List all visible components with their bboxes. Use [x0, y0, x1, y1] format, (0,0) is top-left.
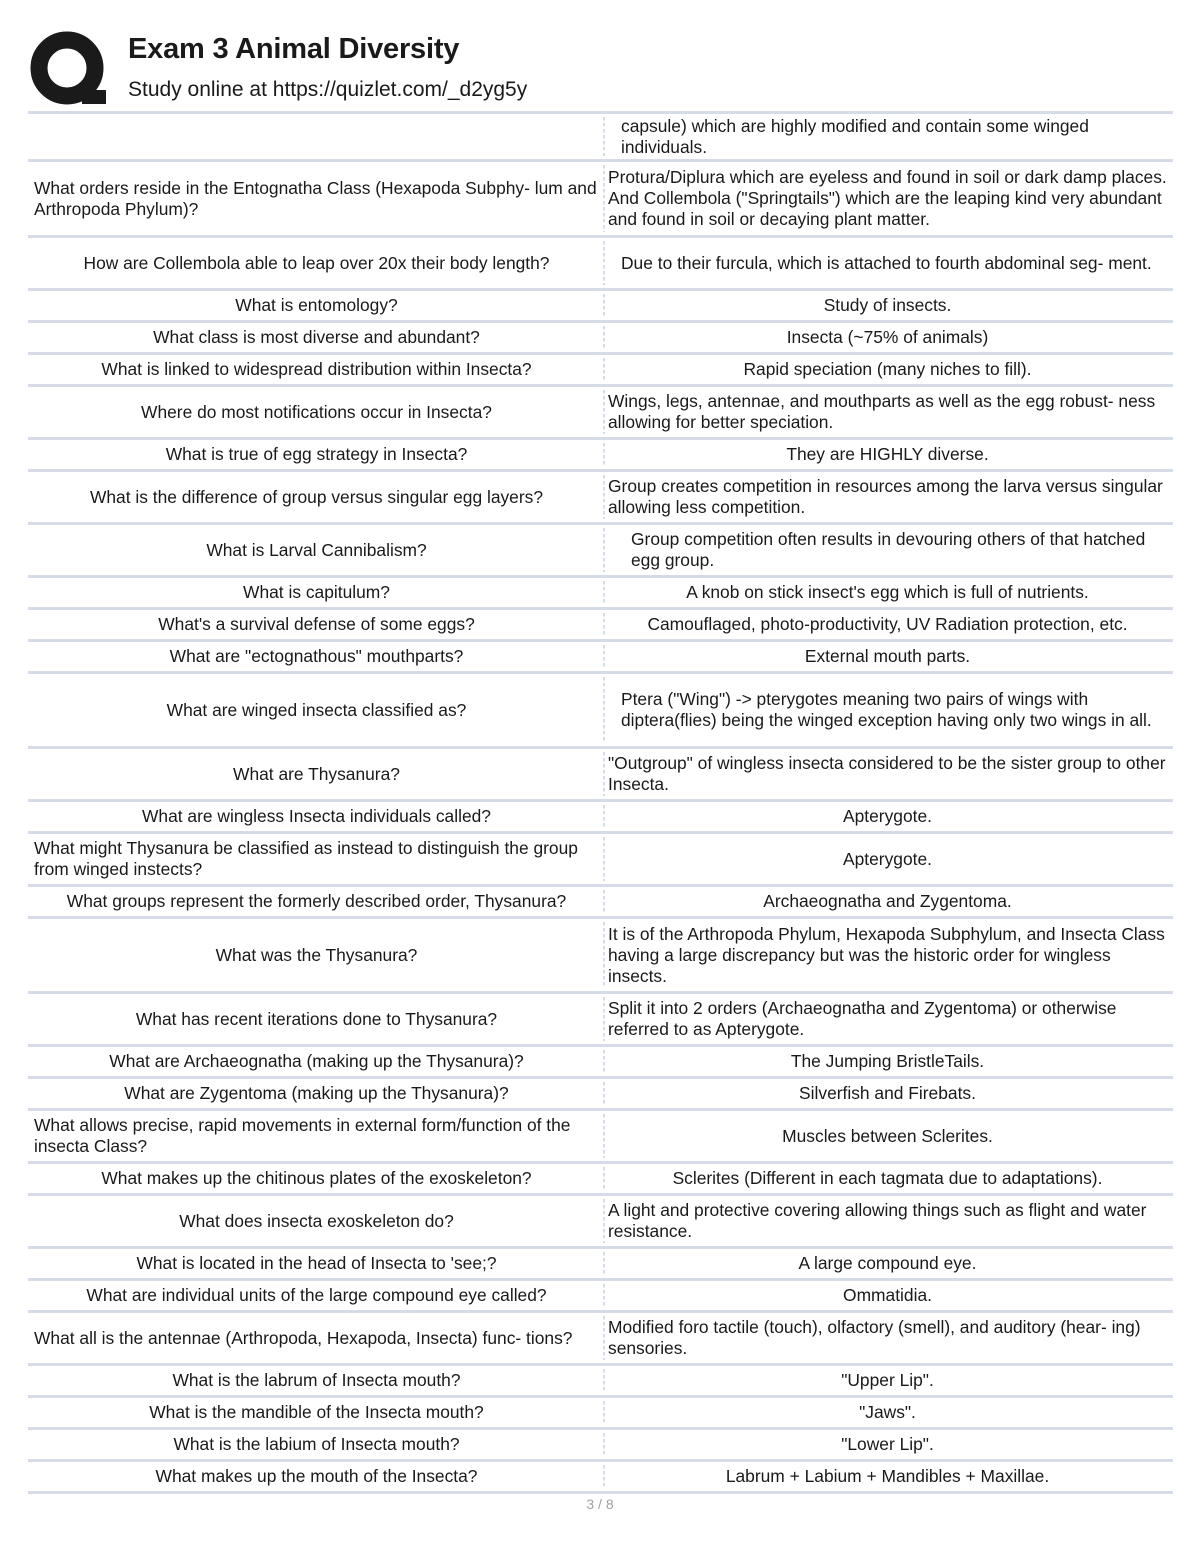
card-definition: Modified foro tactile (touch), olfactory (smell), and auditory (hear- ing) sensories. — [608, 1317, 1141, 1358]
card-definition: Rapid speciation (many niches to fill). — [743, 359, 1032, 379]
card-definition: It is of the Arthropoda Phylum, Hexapoda Subphylum, and Insecta Class having a large discrepancy but was the historic order for wingless insects. — [608, 923, 1165, 986]
page-number: 3 / 8 — [586, 1496, 614, 1512]
card-row — [28, 320, 1173, 352]
card-row — [28, 1108, 1173, 1161]
card-term: What class is most diverse and abundant? — [153, 327, 480, 347]
card-row — [28, 1427, 1173, 1459]
card-row — [28, 1459, 1173, 1494]
card-row — [28, 607, 1173, 639]
card-term: What all is the antennae (Arthropoda, Hexapoda, Insecta) func- tions? — [34, 1327, 573, 1348]
card-definition: Archaeognatha and Zygentoma. — [763, 891, 1012, 911]
card-term: What is capitulum? — [243, 582, 390, 602]
card-row — [28, 639, 1173, 671]
card-row — [28, 991, 1173, 1044]
card-term: How are Collembola able to leap over 20x their body length? — [83, 252, 550, 273]
card-term: What does insecta exoskeleton do? — [179, 1210, 454, 1231]
card-definition: Camouflaged, photo-productivity, UV Radiation protection, etc. — [647, 614, 1128, 634]
card-term: What's a survival defense of some eggs? — [158, 614, 475, 634]
card-row — [28, 916, 1173, 991]
card-definition: Group creates competition in resources among the larva versus singular allowing less competition. — [608, 476, 1163, 517]
card-term: What makes up the mouth of the Insecta? — [155, 1466, 478, 1486]
card-row — [28, 159, 1173, 235]
card-definition: Group competition often results in devouring others of that hatched egg group. — [631, 529, 1146, 570]
card-term: What is the labium of Insecta mouth? — [173, 1434, 460, 1454]
card-definition: A knob on stick insect's egg which is full of nutrients. — [686, 582, 1089, 602]
card-term: What is entomology? — [235, 295, 398, 315]
study-link-text: Study online at https://quizlet.com/_d2yg5y — [128, 78, 528, 101]
card-term: Where do most notifications occur in Insecta? — [141, 401, 492, 422]
card-definition: "Jaws". — [859, 1402, 916, 1422]
card-row — [28, 1310, 1173, 1363]
card-term — [28, 114, 603, 159]
card-term: What are "ectognathous" mouthparts? — [169, 646, 464, 666]
card-term: What is linked to widespread distribution within Insecta? — [101, 359, 532, 379]
card-definition: Insecta (~75% of animals) — [786, 327, 989, 347]
page-title: Exam 3 Animal Diversity — [128, 33, 460, 65]
card-row — [28, 746, 1173, 799]
card-term: What is located in the head of Insecta to 'see;? — [136, 1253, 497, 1273]
card-row — [28, 1363, 1173, 1395]
card-term: What orders reside in the Entognatha Class (Hexapoda Subphy- lum and Arthropoda Phylum)? — [34, 177, 597, 219]
card-term: What is true of egg strategy in Insecta? — [165, 444, 468, 464]
card-term: What allows precise, rapid movements in external form/function of the insecta Class? — [34, 1115, 571, 1156]
card-row — [28, 522, 1173, 575]
card-term: What is the mandible of the Insecta mouth? — [149, 1402, 484, 1422]
card-definition: Ptera ("Wing") -> pterygotes meaning two pairs of wings with diptera(flies) being the winged exception having only two wings in all. — [621, 689, 1152, 730]
card-row — [28, 1044, 1173, 1076]
card-term: What might Thysanura be classified as instead to distinguish the group from winged instects? — [34, 838, 578, 879]
card-definition: They are HIGHLY diverse. — [786, 444, 989, 464]
page-header — [30, 28, 1170, 110]
card-definition: Study of insects. — [823, 295, 952, 315]
card-term: What groups represent the formerly described order, Thysanura? — [66, 891, 567, 911]
card-definition: A light and protective covering allowing things such as flight and water resistance. — [608, 1200, 1147, 1241]
card-definition: Ommatidia. — [843, 1285, 932, 1305]
card-definition: Muscles between Sclerites. — [782, 1125, 993, 1146]
card-definition: Apterygote. — [843, 806, 932, 826]
card-row — [28, 1246, 1173, 1278]
card-definition: External mouth parts. — [804, 646, 971, 666]
card-definition: The Jumping BristleTails. — [790, 1051, 985, 1071]
card-row — [28, 111, 1173, 159]
card-term: What is Larval Cannibalism? — [206, 539, 427, 560]
card-row — [28, 235, 1173, 288]
card-term: What are Thysanura? — [233, 763, 400, 784]
card-row — [28, 671, 1173, 746]
card-row — [28, 799, 1173, 831]
card-definition: "Upper Lip". — [841, 1370, 934, 1390]
card-definition: A large compound eye. — [798, 1253, 977, 1273]
card-row — [28, 352, 1173, 384]
card-term: What are wingless Insecta individuals called? — [142, 806, 491, 826]
card-definition: Protura/Diplura which are eyeless and found in soil or dark damp places. And Collembola ("Springtails") which are the leaping kind very abundant and found in soil or decaying plant matter. — [608, 167, 1167, 229]
card-row — [28, 1193, 1173, 1246]
card-row — [28, 288, 1173, 320]
card-definition: capsule) which are highly modified and contain some winged individuals. — [621, 115, 1089, 157]
card-row — [28, 1278, 1173, 1310]
card-term: What are individual units of the large compound eye called? — [86, 1285, 547, 1305]
card-definition: Split it into 2 orders (Archaeognatha and Zygentoma) or otherwise referred to as Apterygote. — [608, 998, 1117, 1039]
card-row — [28, 469, 1173, 522]
card-row — [28, 1395, 1173, 1427]
card-row — [28, 1076, 1173, 1108]
card-row — [28, 437, 1173, 469]
card-row — [28, 1161, 1173, 1193]
card-term: What makes up the chitinous plates of the exoskeleton? — [101, 1168, 532, 1188]
card-row — [28, 384, 1173, 437]
card-definition: Due to their furcula, which is attached to fourth abdominal seg- ment. — [621, 252, 1152, 273]
card-term: What are Archaeognatha (making up the Thysanura)? — [109, 1051, 524, 1071]
card-row — [28, 831, 1173, 884]
card-term: What has recent iterations done to Thysanura? — [135, 1008, 498, 1029]
flashcard-table — [28, 111, 1173, 1494]
card-definition: Apterygote. — [843, 848, 932, 869]
card-row — [28, 884, 1173, 916]
card-term: What are winged insecta classified as? — [166, 699, 467, 720]
card-definition: Silverfish and Firebats. — [799, 1083, 976, 1103]
card-term: What are Zygentoma (making up the Thysanura)? — [124, 1083, 509, 1103]
card-definition: Wings, legs, antennae, and mouthparts as well as the egg robust- ness allowing for better speciation. — [608, 391, 1156, 432]
card-definition: Labrum + Labium + Mandibles + Maxillae. — [725, 1466, 1050, 1486]
card-definition: "Lower Lip". — [841, 1434, 934, 1454]
card-row — [28, 575, 1173, 607]
card-term: What was the Thysanura? — [215, 944, 418, 965]
card-definition: "Outgroup" of wingless insecta considered to be the sister group to other Insecta. — [608, 753, 1166, 794]
quizlet-logo-icon — [30, 30, 108, 108]
card-term: What is the labrum of Insecta mouth? — [172, 1370, 461, 1390]
card-definition: Sclerites (Different in each tagmata due to adaptations). — [672, 1168, 1103, 1188]
card-term: What is the difference of group versus singular egg layers? — [89, 486, 544, 507]
